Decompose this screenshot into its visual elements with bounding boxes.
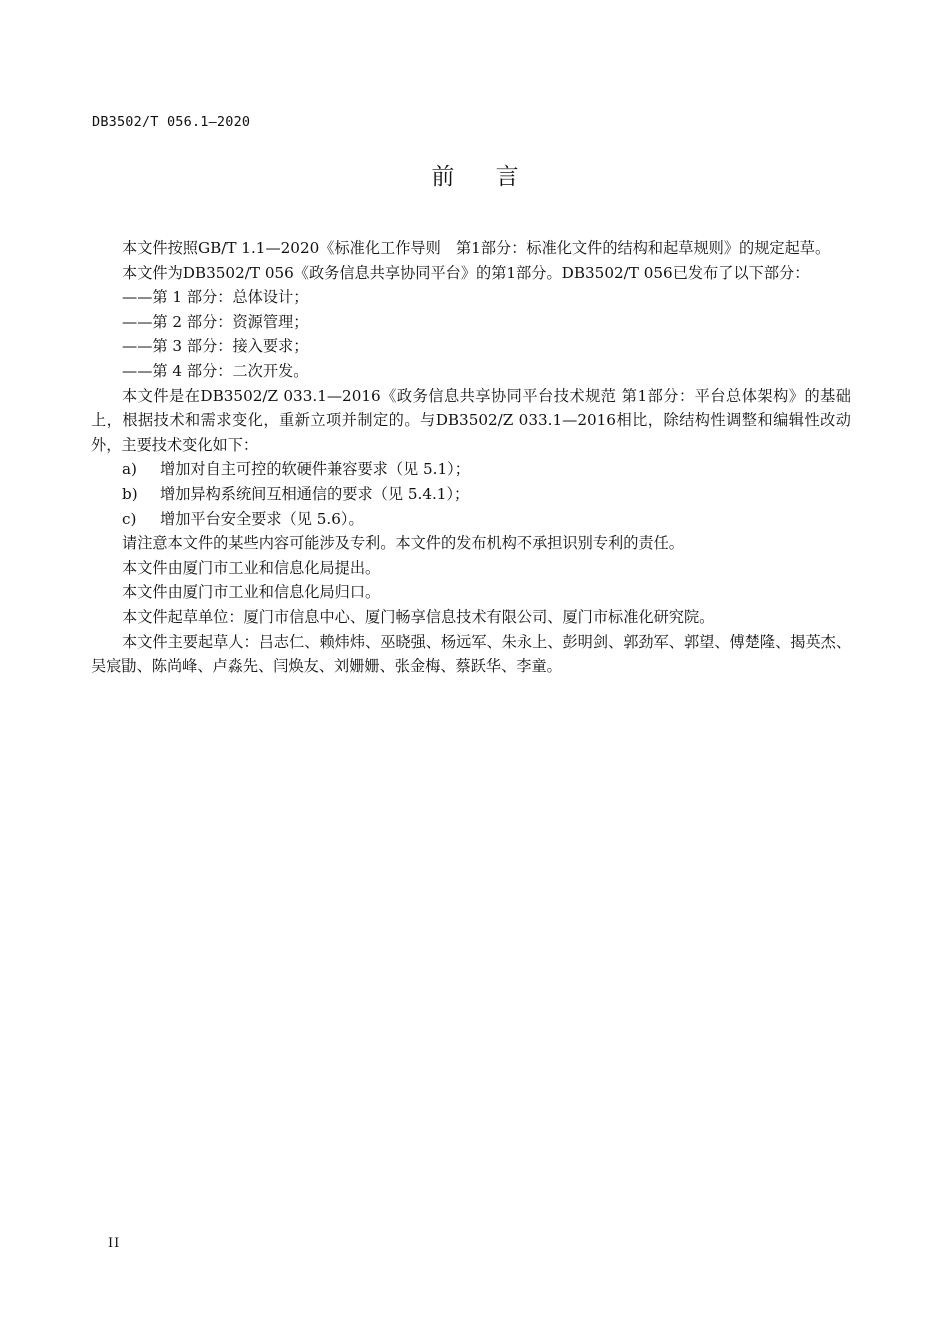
- part-list-item: ——第 4 部分：二次开发。: [122, 361, 309, 380]
- part-list-item: ——第 1 部分：总体设计；: [122, 288, 309, 307]
- page-title: 前 言: [431, 164, 519, 190]
- change-text: 增加对自主可控的软硬件兼容要求（见 5.1）；: [160, 460, 470, 479]
- list-marker: b): [122, 484, 138, 503]
- paragraph-revision-basis: 本文件是在DB3502/Z 033.1—2016《政务信息共享协同平台技术规范 第1部分：平台总体架构》的基础上，根据技术和需求变化，重新立项并制定的。与DB3502/Z 033.1—2016相比，除结构性调整和编辑性改动外，主要技术变化如下：: [91, 386, 851, 454]
- part-list-item: ——第 2 部分：资源管理；: [122, 312, 309, 331]
- list-marker: c): [122, 509, 137, 528]
- list-marker: a): [122, 460, 137, 479]
- paragraph-proposer: 本文件由厦门市工业和信息化局提出。: [122, 558, 381, 577]
- paragraph-patent-notice: 请注意本文件的某些内容可能涉及专利。本文件的发布机构不承担识别专利的责任。: [122, 534, 684, 553]
- page-number: II: [108, 1236, 121, 1251]
- foreword-body: [91, 236, 851, 679]
- document-code: DB3502/T 056.1—2020: [92, 114, 251, 130]
- paragraph-series-info: 本文件为DB3502/T 056《政务信息共享协同平台》的第1部分。DB3502/T 056已发布了以下部分：: [122, 263, 810, 282]
- change-list-item: [91, 457, 851, 482]
- change-text: 增加异构系统间互相通信的要求（见 5.4.1）；: [160, 484, 470, 503]
- part-list-item: ——第 3 部分：接入要求；: [122, 337, 309, 356]
- paragraph-drafters: 本文件主要起草人：吕志仁、赖炜炜、巫晓强、杨远军、朱永上、彭明剑、郭劲军、郭望、傅楚隆、揭英杰、吴宸勖、陈尚峰、卢淼先、闫焕友、刘姗姗、张金梅、蔡跃华、李童。: [91, 632, 851, 676]
- change-list-item: [91, 482, 851, 507]
- change-text: 增加平台安全要求（见 5.6）。: [160, 509, 364, 528]
- paragraph-drafting-rules: 本文件按照GB/T 1.1—2020《标准化工作导则 第1部分：标准化文件的结构和起草规则》的规定起草。: [122, 239, 831, 257]
- change-list-item: [91, 507, 851, 532]
- paragraph-drafting-units: 本文件起草单位：厦门市信息中心、厦门畅享信息技术有限公司、厦门市标准化研究院。: [122, 607, 715, 626]
- paragraph-administrator: 本文件由厦门市工业和信息化局归口。: [122, 583, 381, 602]
